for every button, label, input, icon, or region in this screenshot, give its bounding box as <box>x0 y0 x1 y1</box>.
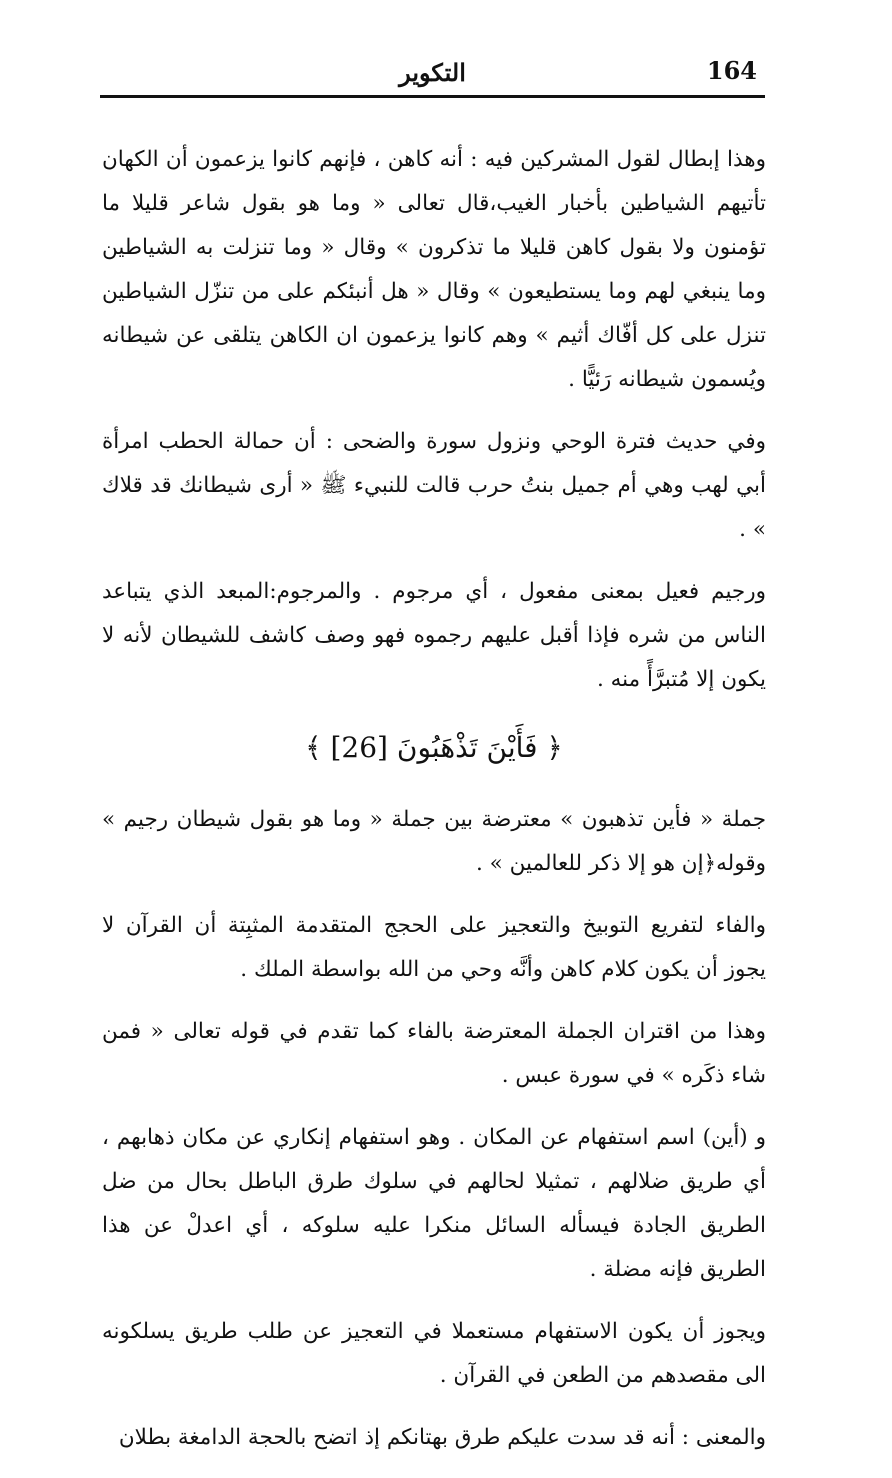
paragraph: وهذا إبطال لقول المشركين فيه : أنه كاهن ، فإنهم كانوا يزعمون أن الكهان تأتيهم الشياطين بأخبار الغيب،قال تعالى « وما هو بقول شاعر قليلا ما تؤمنون ولا بقول كاهن قليلا ما تذكرون » وقال « وما تنزلت به الشياطين وما ينبغي لهم وما يستطيعون » وقال « هل أنبئكم على من تنزّل الشياطين تنزل على كل أفّاك أثيم » وهم كانوا يزعمون ان الكاهن يتلقى عن شيطانه ويُسمون شيطانه رَئيًّا . <box>102 147 766 392</box>
paragraph: ويجوز أن يكون الاستفهام مستعملا في التعجيز عن طلب طريق يسلكونه الى مقصدهم من الطعن في القرآن . <box>102 1319 766 1388</box>
paragraph: و (أين) اسم استفهام عن المكان . وهو استفهام إنكاري عن مكان ذهابهم ، أي طريق ضلالهم ، تمثيلا لحالهم في سلوك طرق الباطل بحال من ضل الطريق الجادة فيسأله السائل منكرا عليه سلوكه ، أي اعدلْ عن هذا الطريق فإنه مضلة . <box>102 1125 766 1282</box>
verse-number: [26] <box>330 731 388 764</box>
paragraph: والمعنى : أنه قد سدت عليكم طرق بهتانكم إذ اتضح بالحجة الدامغة بطلان <box>118 1425 766 1450</box>
page-header <box>100 54 765 98</box>
page-number: 164 <box>706 56 757 85</box>
paragraph: ورجيم فعيل بمعنى مفعول ، أي مرجوم . والمرجوم:المبعد الذي يتباعد الناس من شره فإذا أقبل عليهم رجموه فهو وصف كاشف للشيطان لأنه لا يكون إلا مُتبرَّأً منه . <box>102 579 766 692</box>
verse-heading <box>102 720 766 776</box>
verse-bracket: ﴾ <box>305 731 322 764</box>
verse-text: ﴿ فَأَيْنَ تَذْهَبُونَ <box>396 731 563 764</box>
paragraph: وفي حديث فترة الوحي ونزول سورة والضحى : أن حمالة الحطب امرأة أبي لهب وهي أم جميل بنتُ حرب قالت للنبيء ﷺ « أرى شيطانك قد قلاك » . <box>102 429 766 542</box>
paragraph: وهذا من اقتران الجملة المعترضة بالفاء كما تقدم في قوله تعالى « فمن شاء ذكَره » في سورة عبس . <box>102 1019 766 1088</box>
running-title: التكوير <box>399 58 466 87</box>
page-body <box>102 138 766 1478</box>
paragraph: جملة « فأين تذهبون » معترضة بين جملة « وما هو بقول شيطان رجيم » وقوله﴿إن هو إلا ذكر للعالمين » . <box>102 807 766 876</box>
paragraph: والفاء لتفريع التوبيخ والتعجيز على الحجج المتقدمة المثبِتة أن القرآن لا يجوز أن يكون كلام كاهن وأنَّه وحي من الله بواسطة الملك . <box>102 913 766 982</box>
